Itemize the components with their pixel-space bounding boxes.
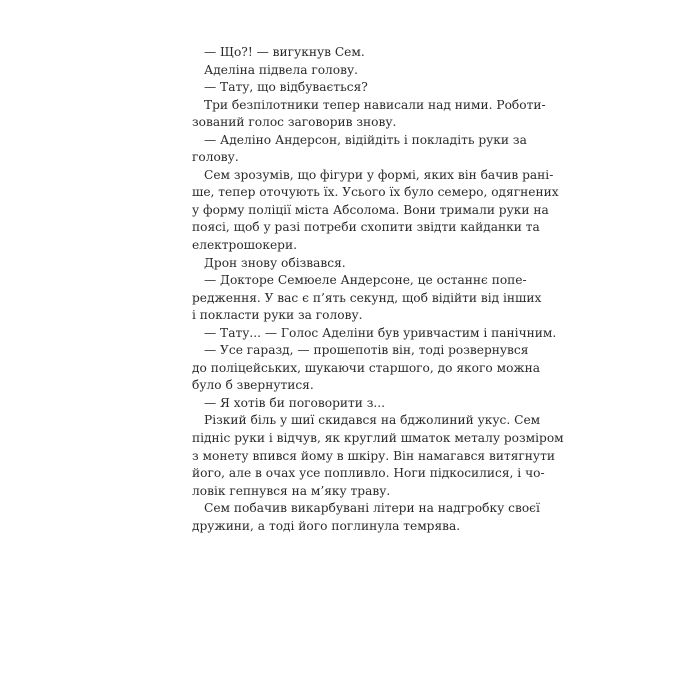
text-line: ше, тепер оточують їх. Усього їх було семеро, одягнених bbox=[192, 185, 559, 200]
text-line: до поліцейських, шукаючи старшого, до якого можна bbox=[192, 360, 541, 375]
text-line: електрошокери. bbox=[192, 238, 297, 253]
text-line: Аделіна підвела голову. bbox=[204, 62, 359, 77]
text-line: редження. У вас є п’ять секунд, щоб відійти від інших bbox=[192, 290, 542, 305]
text-line: Сем побачив викарбувані літери на надгробку своєї bbox=[204, 501, 540, 516]
text-line: підніс руки і відчув, як круглий шматок металу розміром bbox=[192, 431, 564, 446]
text-line: — Тату... — Голос Аделіни був уривчастим і панічним. bbox=[204, 325, 557, 340]
book-page-text bbox=[192, 44, 564, 535]
text-line: дружини, а тоді його поглинула темрява. bbox=[192, 518, 461, 533]
text-line: — Усе гаразд, — прошепотів він, тоді розвернувся bbox=[204, 343, 529, 358]
text-line: Сем зрозумів, що фігури у формі, яких він бачив рані- bbox=[204, 167, 554, 182]
text-line: — Докторе Семюеле Андерсоне, це останнє попе- bbox=[204, 273, 527, 288]
text-line: голову. bbox=[192, 150, 239, 165]
text-line: — Аделіно Андерсон, відійдіть і покладіть руки за bbox=[204, 132, 527, 147]
text-line: Три безпілотники тепер нависали над ними. Роботи- bbox=[204, 97, 546, 112]
text-line: — Я хотів би поговорити з... bbox=[204, 395, 386, 410]
text-line: — Тату, що відбувається? bbox=[204, 80, 368, 95]
text-line: було б звернутися. bbox=[192, 378, 314, 393]
text-line: Дрон знову обізвався. bbox=[204, 255, 346, 270]
text-line: Різкий біль у шиї скидався на бджолиний укус. Сем bbox=[204, 413, 541, 428]
text-line: його, але в очах усе попливло. Ноги підкосилися, і чо- bbox=[192, 466, 545, 481]
text-line: — Що?! — вигукнув Сем. bbox=[204, 45, 365, 59]
text-line: зований голос заговорив знову. bbox=[192, 115, 397, 130]
text-line: поясі, щоб у разі потреби схопити звідти кайданки та bbox=[192, 220, 540, 235]
text-line: у форму поліції міста Абсолома. Вони тримали руки на bbox=[192, 202, 549, 217]
text-line: ловік гепнувся на м’яку траву. bbox=[192, 483, 391, 498]
text-line: з монету впився йому в шкіру. Він намагався витягнути bbox=[192, 448, 555, 463]
text-line: і покласти руки за голову. bbox=[192, 308, 363, 323]
